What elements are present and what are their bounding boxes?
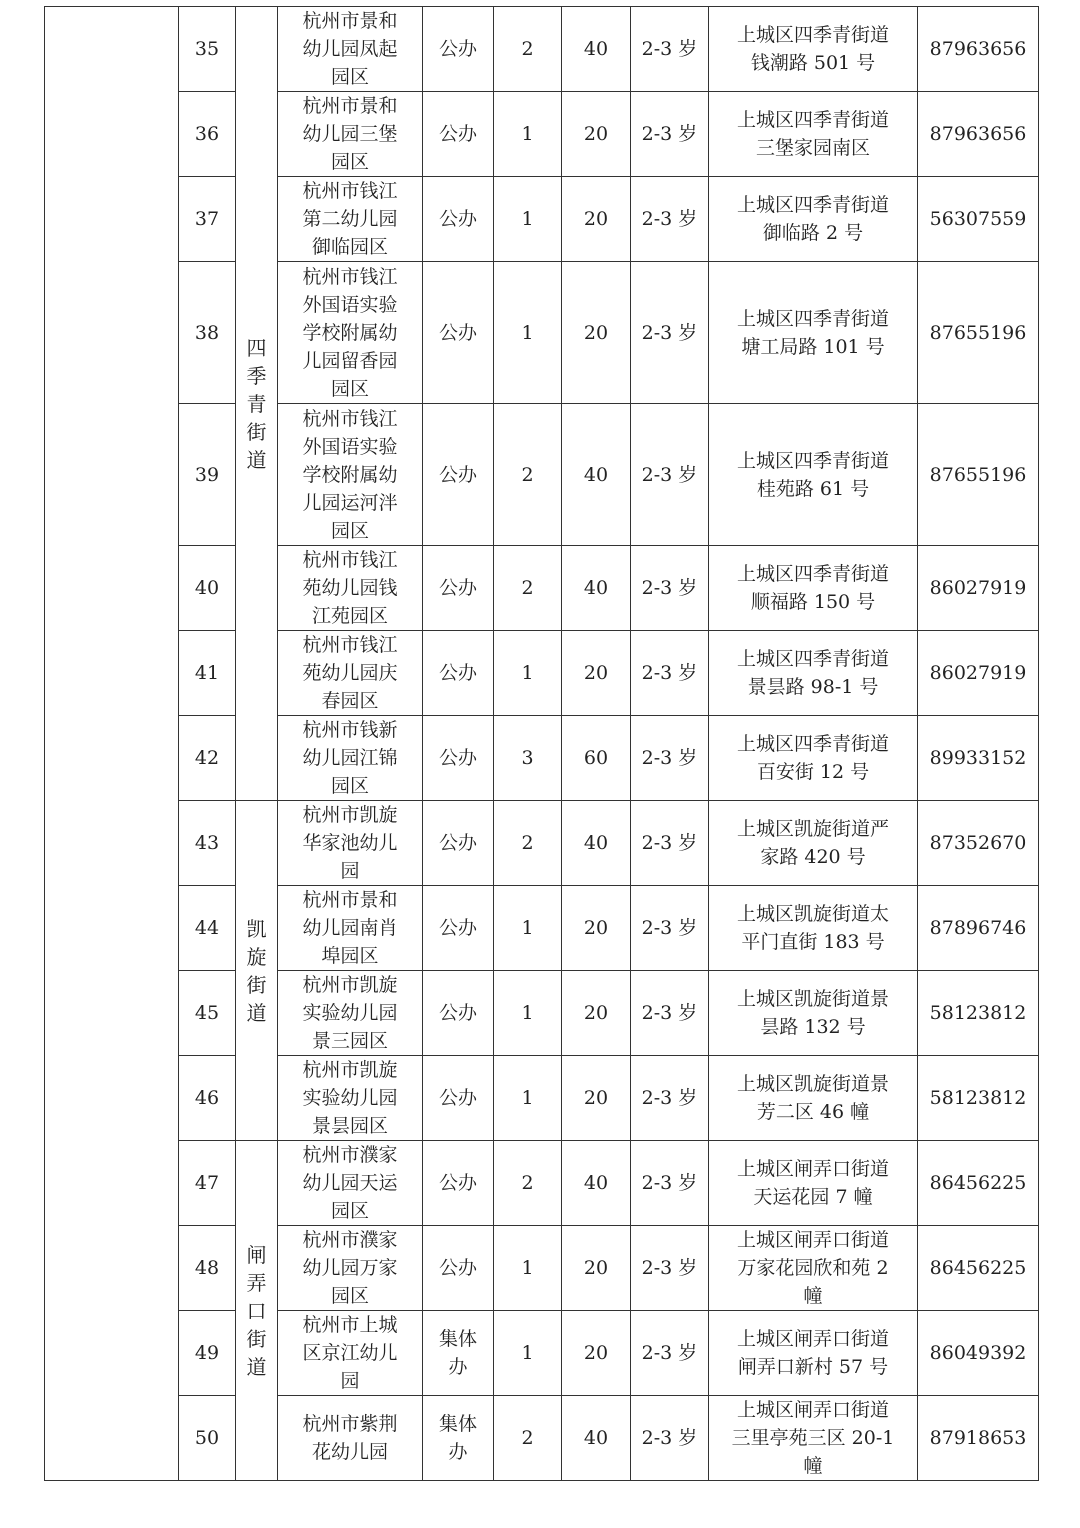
street-name-char: 旋 — [246, 944, 267, 969]
row-number: 37 — [179, 177, 236, 262]
addr_lines-line: 上城区四季青街道 — [736, 563, 889, 585]
type_lines-line: 公办 — [438, 577, 477, 599]
name_lines-line: 园 — [340, 860, 360, 882]
addr_lines-line: 上城区四季青街道 — [736, 194, 889, 216]
addr_lines-line: 平门直街 183 号 — [741, 931, 885, 953]
class-count: 2 — [494, 801, 562, 886]
ownership-type — [423, 886, 494, 971]
class-count: 3 — [494, 716, 562, 801]
addr_lines-line: 幢 — [803, 1455, 823, 1477]
addr_lines-line: 家路 420 号 — [760, 846, 866, 868]
name_lines-line: 华家池幼儿 — [302, 832, 398, 854]
age-range: 2-3 岁 — [631, 1056, 709, 1141]
ownership-type — [423, 177, 494, 262]
table-row — [45, 7, 1039, 92]
street-name-cell — [236, 7, 278, 801]
kindergarten-name — [278, 1141, 423, 1226]
age-range: 2-3 岁 — [631, 404, 709, 546]
age-range: 2-3 岁 — [631, 631, 709, 716]
kindergarten-table — [44, 6, 1039, 1481]
name_lines-line: 杭州市凯旋 — [302, 804, 398, 826]
phone-number: 87655196 — [918, 262, 1039, 404]
kindergarten-name — [278, 177, 423, 262]
type_lines-line: 公办 — [438, 662, 477, 684]
age-range: 2-3 岁 — [631, 1226, 709, 1311]
type_lines-line: 集体 — [438, 1413, 477, 1435]
street-name-char: 凯 — [246, 916, 267, 941]
type_lines-line: 公办 — [438, 321, 477, 344]
seat-count: 40 — [562, 7, 631, 92]
age-range: 2-3 岁 — [631, 801, 709, 886]
addr_lines-line: 塘工局路 101 号 — [741, 335, 885, 358]
name_lines-line: 杭州市钱江 — [302, 407, 398, 430]
type_lines-line: 公办 — [438, 208, 477, 230]
name_lines-line: 园 — [340, 1370, 360, 1392]
name_lines-line: 幼儿园凤起 — [302, 38, 398, 60]
table-row — [45, 1226, 1039, 1311]
row-number: 47 — [179, 1141, 236, 1226]
phone-number: 86027919 — [918, 546, 1039, 631]
address — [709, 546, 918, 631]
type_lines-line: 公办 — [438, 123, 477, 145]
phone-number: 87918653 — [918, 1396, 1039, 1481]
class-count: 1 — [494, 971, 562, 1056]
age-range: 2-3 岁 — [631, 886, 709, 971]
address — [709, 177, 918, 262]
name_lines-line: 景昙园区 — [311, 1115, 388, 1137]
age-range: 2-3 岁 — [631, 716, 709, 801]
kindergarten-name — [278, 404, 423, 546]
kindergarten-name — [278, 886, 423, 971]
addr_lines-line: 上城区凯旋街道严 — [736, 818, 889, 840]
address — [709, 631, 918, 716]
ownership-type — [423, 1056, 494, 1141]
seat-count: 20 — [562, 971, 631, 1056]
class-count: 1 — [494, 631, 562, 716]
kindergarten-name — [278, 631, 423, 716]
name_lines-line: 景三园区 — [311, 1030, 388, 1052]
table-row — [45, 801, 1039, 886]
row-number: 41 — [179, 631, 236, 716]
ownership-type — [423, 7, 494, 92]
type_lines-line: 公办 — [438, 747, 477, 769]
name_lines-line: 第二幼儿园 — [302, 208, 398, 230]
address — [709, 7, 918, 92]
name_lines-line: 园区 — [330, 1285, 369, 1307]
ownership-type — [423, 1141, 494, 1226]
name_lines-line: 杭州市凯旋 — [302, 1059, 398, 1081]
ownership-type — [423, 546, 494, 631]
name_lines-line: 园区 — [330, 151, 369, 173]
name_lines-line: 江苑园区 — [311, 605, 388, 627]
address — [709, 1226, 918, 1311]
seat-count: 40 — [562, 546, 631, 631]
addr_lines-line: 上城区四季青街道 — [736, 449, 889, 472]
address — [709, 1311, 918, 1396]
street-name-cell — [236, 801, 278, 1141]
age-range: 2-3 岁 — [631, 177, 709, 262]
name_lines-line: 园区 — [330, 519, 369, 542]
age-range: 2-3 岁 — [631, 971, 709, 1056]
name_lines-line: 儿园留香园 — [302, 349, 398, 372]
name_lines-line: 园区 — [330, 66, 369, 88]
phone-number: 56307559 — [918, 177, 1039, 262]
seat-count: 20 — [562, 1226, 631, 1311]
row-number: 40 — [179, 546, 236, 631]
table-row — [45, 1311, 1039, 1396]
kindergarten-name — [278, 1056, 423, 1141]
addr_lines-line: 顺福路 150 号 — [750, 591, 876, 613]
street-name-char: 闸 — [246, 1242, 267, 1267]
table-row — [45, 631, 1039, 716]
street-name-char: 道 — [246, 447, 267, 472]
seat-count: 20 — [562, 177, 631, 262]
street-name-cell — [236, 1141, 278, 1481]
addr_lines-line: 景昙路 98-1 号 — [747, 676, 879, 698]
ownership-type — [423, 631, 494, 716]
class-count: 1 — [494, 1226, 562, 1311]
kindergarten-name — [278, 716, 423, 801]
row-number: 44 — [179, 886, 236, 971]
addr_lines-line: 钱潮路 501 号 — [750, 52, 876, 74]
addr_lines-line: 上城区四季青街道 — [736, 24, 889, 46]
address — [709, 886, 918, 971]
name_lines-line: 园区 — [330, 377, 369, 400]
name_lines-line: 幼儿园江锦 — [302, 747, 398, 769]
type_lines-line: 办 — [448, 1356, 468, 1378]
name_lines-line: 花幼儿园 — [311, 1441, 388, 1463]
kindergarten-name — [278, 546, 423, 631]
addr_lines-line: 天运花园 7 幢 — [753, 1186, 873, 1208]
ownership-type — [423, 1311, 494, 1396]
street-name-char: 口 — [246, 1298, 267, 1323]
type_lines-line: 办 — [448, 1441, 468, 1463]
street-name-char: 街 — [246, 1326, 267, 1351]
row-number: 36 — [179, 92, 236, 177]
age-range: 2-3 岁 — [631, 1141, 709, 1226]
address — [709, 262, 918, 404]
table-row — [45, 1056, 1039, 1141]
class-count: 2 — [494, 1141, 562, 1226]
seat-count: 20 — [562, 1056, 631, 1141]
type_lines-line: 集体 — [438, 1328, 477, 1350]
addr_lines-line: 上城区凯旋街道景 — [736, 1073, 889, 1095]
row-number: 50 — [179, 1396, 236, 1481]
age-range: 2-3 岁 — [631, 262, 709, 404]
row-number: 48 — [179, 1226, 236, 1311]
street-name-char: 季 — [246, 363, 267, 388]
kindergarten-name — [278, 1226, 423, 1311]
name_lines-line: 幼儿园三堡 — [302, 123, 398, 145]
phone-number: 87655196 — [918, 404, 1039, 546]
type_lines-line: 公办 — [438, 38, 477, 60]
type_lines-line: 公办 — [438, 1257, 477, 1279]
name_lines-line: 杭州市钱江 — [302, 634, 398, 656]
name_lines-line: 杭州市凯旋 — [302, 974, 398, 996]
ownership-type — [423, 92, 494, 177]
table-row — [45, 971, 1039, 1056]
addr_lines-line: 桂苑路 61 号 — [756, 477, 870, 500]
table-body — [45, 7, 1039, 1481]
table-row — [45, 546, 1039, 631]
name_lines-line: 杭州市紫荆 — [302, 1413, 398, 1435]
addr_lines-line: 万家花园欣和苑 2 — [737, 1257, 889, 1279]
name_lines-line: 御临园区 — [311, 236, 388, 258]
name_lines-line: 幼儿园南肖 — [302, 917, 398, 939]
addr_lines-line: 昙路 132 号 — [760, 1016, 866, 1038]
address — [709, 1056, 918, 1141]
addr_lines-line: 闸弄口新村 57 号 — [737, 1356, 889, 1378]
type_lines-line: 公办 — [438, 1087, 477, 1109]
class-count: 2 — [494, 7, 562, 92]
addr_lines-line: 上城区闸弄口街道 — [736, 1328, 889, 1350]
ownership-type — [423, 971, 494, 1056]
seat-count: 40 — [562, 1141, 631, 1226]
addr_lines-line: 百安街 12 号 — [756, 761, 870, 783]
phone-number: 87352670 — [918, 801, 1039, 886]
name_lines-line: 杭州市上城 — [302, 1314, 398, 1336]
phone-number: 58123812 — [918, 1056, 1039, 1141]
street-name-char: 街 — [246, 972, 267, 997]
phone-number: 86456225 — [918, 1226, 1039, 1311]
table-row — [45, 177, 1039, 262]
addr_lines-line: 御临路 2 号 — [762, 222, 864, 244]
age-range: 2-3 岁 — [631, 1311, 709, 1396]
name_lines-line: 儿园运河泮 — [302, 491, 398, 514]
table-row — [45, 92, 1039, 177]
type_lines-line: 公办 — [438, 1172, 477, 1194]
age-range: 2-3 岁 — [631, 92, 709, 177]
table-row — [45, 1141, 1039, 1226]
address — [709, 971, 918, 1056]
addr_lines-line: 上城区四季青街道 — [736, 648, 889, 670]
phone-number: 87963656 — [918, 7, 1039, 92]
street-name-char: 街 — [246, 419, 267, 444]
row-number: 45 — [179, 971, 236, 1056]
class-count: 1 — [494, 1056, 562, 1141]
name_lines-line: 杭州市钱江 — [302, 265, 398, 288]
ownership-type — [423, 716, 494, 801]
name_lines-line: 实验幼儿园 — [302, 1002, 398, 1024]
addr_lines-line: 上城区四季青街道 — [736, 307, 889, 330]
row-number: 49 — [179, 1311, 236, 1396]
type_lines-line: 公办 — [438, 917, 477, 939]
class-count: 2 — [494, 404, 562, 546]
district-cell — [45, 7, 179, 1481]
type_lines-line: 公办 — [438, 463, 477, 486]
name_lines-line: 幼儿园万家 — [302, 1257, 398, 1279]
table-row — [45, 716, 1039, 801]
table-row — [45, 1396, 1039, 1481]
name_lines-line: 杭州市景和 — [302, 95, 398, 117]
row-number: 46 — [179, 1056, 236, 1141]
type_lines-line: 公办 — [438, 1002, 477, 1024]
name_lines-line: 苑幼儿园钱 — [302, 577, 398, 599]
name_lines-line: 区京江幼儿 — [302, 1342, 398, 1364]
street-name-char: 道 — [246, 1000, 267, 1025]
addr_lines-line: 芳二区 46 幢 — [756, 1101, 870, 1123]
seat-count: 40 — [562, 404, 631, 546]
addr_lines-line: 上城区闸弄口街道 — [736, 1158, 889, 1180]
name_lines-line: 杭州市景和 — [302, 10, 398, 32]
name_lines-line: 春园区 — [321, 690, 379, 712]
ownership-type — [423, 262, 494, 404]
name_lines-line: 园区 — [330, 775, 369, 797]
seat-count: 20 — [562, 92, 631, 177]
row-number: 42 — [179, 716, 236, 801]
ownership-type — [423, 404, 494, 546]
addr_lines-line: 上城区闸弄口街道 — [736, 1399, 889, 1421]
name_lines-line: 园区 — [330, 1200, 369, 1222]
address — [709, 1396, 918, 1481]
phone-number: 87963656 — [918, 92, 1039, 177]
name_lines-line: 杭州市钱江 — [302, 180, 398, 202]
seat-count: 40 — [562, 801, 631, 886]
name_lines-line: 实验幼儿园 — [302, 1087, 398, 1109]
phone-number: 58123812 — [918, 971, 1039, 1056]
row-number: 35 — [179, 7, 236, 92]
addr_lines-line: 三堡家园南区 — [755, 137, 870, 159]
age-range: 2-3 岁 — [631, 546, 709, 631]
name_lines-line: 杭州市景和 — [302, 889, 398, 911]
seat-count: 20 — [562, 886, 631, 971]
name_lines-line: 外国语实验 — [302, 293, 398, 316]
addr_lines-line: 上城区四季青街道 — [736, 109, 889, 131]
kindergarten-name — [278, 801, 423, 886]
ownership-type — [423, 801, 494, 886]
ownership-type — [423, 1226, 494, 1311]
street-name-char: 道 — [246, 1354, 267, 1379]
phone-number: 87896746 — [918, 886, 1039, 971]
type_lines-line: 公办 — [438, 832, 477, 854]
name_lines-line: 学校附属幼 — [302, 463, 398, 486]
age-range: 2-3 岁 — [631, 1396, 709, 1481]
name_lines-line: 幼儿园天运 — [302, 1172, 398, 1194]
name_lines-line: 杭州市钱新 — [302, 719, 398, 741]
age-range: 2-3 岁 — [631, 7, 709, 92]
name_lines-line: 杭州市濮家 — [302, 1229, 398, 1251]
addr_lines-line: 上城区凯旋街道景 — [736, 988, 889, 1010]
class-count: 1 — [494, 92, 562, 177]
address — [709, 92, 918, 177]
name_lines-line: 杭州市钱江 — [302, 549, 398, 571]
seat-count: 20 — [562, 1311, 631, 1396]
table-row — [45, 886, 1039, 971]
seat-count: 20 — [562, 631, 631, 716]
name_lines-line: 苑幼儿园庆 — [302, 662, 398, 684]
name_lines-line: 杭州市濮家 — [302, 1144, 398, 1166]
table-row — [45, 262, 1039, 404]
ownership-type — [423, 1396, 494, 1481]
street-name-char: 青 — [246, 391, 267, 416]
table-row — [45, 404, 1039, 546]
class-count: 1 — [494, 1311, 562, 1396]
address — [709, 801, 918, 886]
addr_lines-line: 上城区四季青街道 — [736, 733, 889, 755]
name_lines-line: 学校附属幼 — [302, 321, 398, 344]
class-count: 1 — [494, 262, 562, 404]
address — [709, 404, 918, 546]
street-name-char: 弄 — [246, 1270, 267, 1295]
kindergarten-name — [278, 262, 423, 404]
kindergarten-name — [278, 1311, 423, 1396]
seat-count: 40 — [562, 1396, 631, 1481]
address — [709, 716, 918, 801]
kindergarten-name — [278, 7, 423, 92]
phone-number: 86456225 — [918, 1141, 1039, 1226]
seat-count: 60 — [562, 716, 631, 801]
kindergarten-name — [278, 971, 423, 1056]
phone-number: 89933152 — [918, 716, 1039, 801]
row-number: 43 — [179, 801, 236, 886]
name_lines-line: 埠园区 — [321, 945, 379, 967]
phone-number: 86027919 — [918, 631, 1039, 716]
kindergarten-name — [278, 1396, 423, 1481]
class-count: 2 — [494, 546, 562, 631]
street-name-char: 四 — [246, 335, 267, 360]
addr_lines-line: 幢 — [803, 1285, 823, 1307]
seat-count: 20 — [562, 262, 631, 404]
name_lines-line: 外国语实验 — [302, 435, 398, 458]
addr_lines-line: 上城区闸弄口街道 — [736, 1229, 889, 1251]
addr_lines-line: 上城区凯旋街道太 — [736, 903, 889, 925]
class-count: 1 — [494, 886, 562, 971]
row-number: 39 — [179, 404, 236, 546]
row-number: 38 — [179, 262, 236, 404]
addr_lines-line: 三里亭苑三区 20-1 — [731, 1427, 895, 1449]
address — [709, 1141, 918, 1226]
class-count: 2 — [494, 1396, 562, 1481]
phone-number: 86049392 — [918, 1311, 1039, 1396]
class-count: 1 — [494, 177, 562, 262]
kindergarten-name — [278, 92, 423, 177]
